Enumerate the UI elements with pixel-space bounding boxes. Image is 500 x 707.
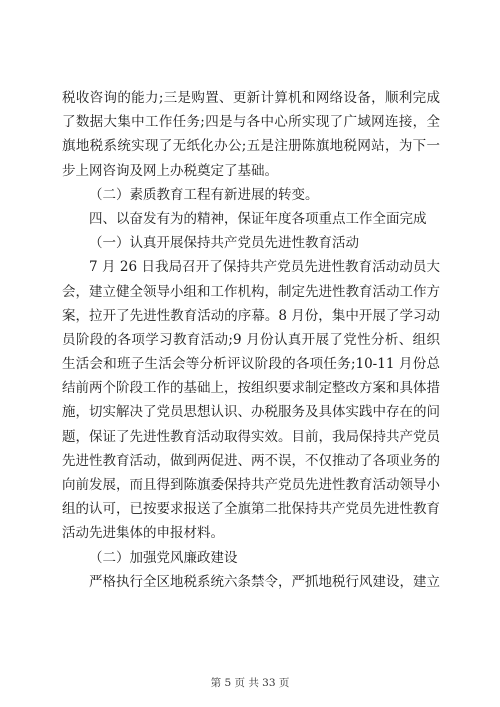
text-line: 税收咨询的能力;三是购置、更新计算机和网络设备，顺利完成 — [62, 90, 440, 106]
text-line: 会，建立健全领导小组和工作机构，制定先进性教育活动工作方 — [62, 283, 440, 300]
text-line: 活动先进集体的申报材料。 — [62, 525, 224, 542]
text-line: 生活会和班子生活会等分析评议阶段的各项任务;10-11 月份总 — [62, 356, 440, 373]
text-line: 严格执行全区地税系统六条禁令，严抓地税行风建设，建立 — [89, 573, 440, 590]
text-line: 结前两个阶段工作的基础上，按组织要求制定整改方案和具体措 — [62, 380, 440, 397]
text-line: 员阶段的各项学习教育活动;9 月份认真开展了党性分析、组织 — [62, 331, 440, 348]
section-heading — [62, 183, 440, 207]
text-line: 施，切实解决了党员思想认识、办税服务及具体实践中存在的问 — [62, 404, 440, 421]
text-line: 步上网咨询及网上办税奠定了基础。 — [62, 162, 278, 179]
section-heading — [62, 231, 440, 255]
text-line: 四、以奋发有为的精神，保证年度各项重点工作全面完成 — [89, 210, 427, 227]
text-line: （二）素质教育工程有新进展的转变。 — [89, 186, 319, 203]
text-line: 组的认可，已按要求报送了全旗第二批保持共产党员先进性教育 — [62, 501, 440, 518]
text-line: （二）加强党风廉政建设 — [89, 549, 238, 566]
text-line: 7 月 26 日我局召开了保持共产党员先进性教育活动动员大 — [89, 259, 440, 276]
page-number: 第 5 页 共 33 页 — [210, 677, 290, 689]
text-line: 案，拉开了先进性教育活动的序幕。8 月份，集中开展了学习动 — [62, 307, 440, 324]
text-line: 向前发展，而且得到陈旗委保持共产党员先进性教育活动领导小 — [62, 477, 440, 493]
text-line: 了数据大集中工作任务;四是与各中心所实现了广域网连接，全 — [62, 114, 440, 131]
text-line: 旗地税系统实现了无纸化办公;五是注册陈旗地税网站，为下一 — [62, 138, 440, 155]
paragraph — [62, 570, 440, 594]
section-heading — [62, 546, 440, 570]
text-line: （一）认真开展保持共产党员先进性教育活动 — [89, 235, 359, 252]
text-line: 先进性教育活动，做到两促进、两不误，不仅推动了各项业务的 — [62, 452, 440, 469]
page-footer — [0, 675, 500, 690]
section-heading — [62, 207, 440, 231]
document-body — [62, 86, 440, 594]
text-line: 题，保证了先进性教育活动取得实效。目前，我局保持共产党员 — [62, 428, 440, 445]
paragraph — [62, 255, 440, 545]
paragraph — [62, 86, 440, 183]
